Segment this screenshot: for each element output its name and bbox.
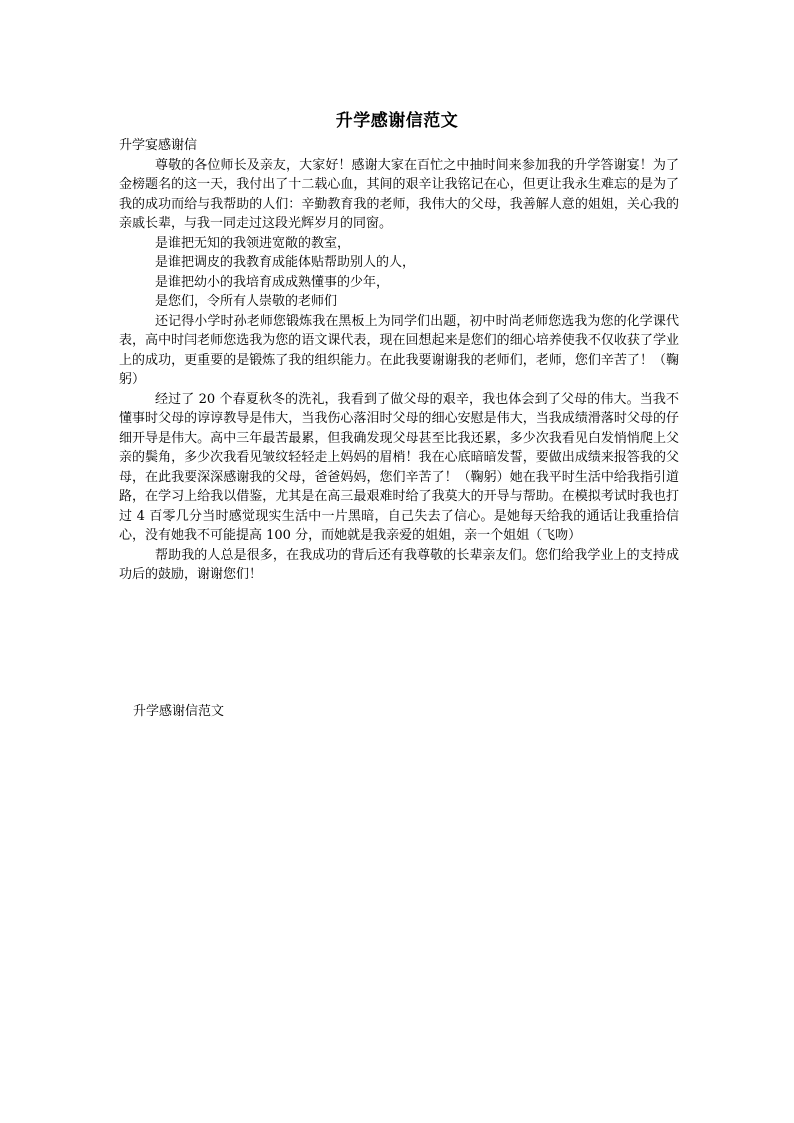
document-title: 升学感谢信范文 [335,111,459,131]
document-body [119,136,679,585]
paragraph-verse-2: 是谁把调皮的我教育成能体贴帮助别人的人， [155,255,416,270]
paragraph-verse-3: 是谁把幼小的我培育成成熟懂事的少年， [155,274,390,290]
footer-title: 升学感谢信范文 [133,704,225,719]
paragraph-teachers: 还记得小学时孙老师您锻炼我在黑板上为同学们出题，初中时尚老师您选我为您的化学课代表，高中时闫老师您选我为您的语文课代表，现在回想起来是您们的细心培养使我不仅收获了学业上的成功，更重要的是锻炼了我的组织能力。在此我要谢谢我的老师们，老师，您们辛苦了！（鞠躬） [119,313,679,387]
paragraph-parents-sister: 经过了 20 个春夏秋冬的洗礼，我看到了做父母的艰辛，我也体会到了父母的伟大。当我不懂事时父母的谆谆教导是伟大，当我伤心落泪时父母的细心安慰是伟大，当我成绩滑落时父母的仔细开导是伟大。高中三年最苦最累，但我确发现父母甚至比我还累，多少次我看见白发悄悄爬上父亲的鬓角，多少次我看见皱纹轻轻走上妈妈的眉梢！我在心底暗暗发誓，要做出成绩来报答我的父母，在此我要深深感谢我的父母，爸爸妈妈，您们辛苦了！（鞠躬）她在我平时生活中给我指引道路，在学习上给我以借鉴，尤其是在高三最艰难时给了我莫大的开导与帮助。在模拟考试时我也打过 4 百零几分当时感觉现实生活中一片黑暗，自己失去了信心。是她每天给我的通话让我重拾信心，没有她我不可能提高 100 分，而她就是我亲爱的姐姐，亲一个姐姐（飞吻） [119,391,679,543]
document-subheading: 升学宴感谢信 [119,138,198,153]
paragraph-greeting: 尊敬的各位师长及亲友，大家好！感谢大家在百忙之中抽时间来参加我的升学答谢宴！为了金榜题名的这一天，我付出了十二载心血，其间的艰辛让我铭记在心，但更让我永生难忘的是为了我的成功而给与我帮助的人们：辛勤教育我的老师，我伟大的父母，我善解人意的姐姐，关心我的亲戚长辈，与我一同走过这段光辉岁月的同窗。 [119,157,679,231]
paragraph-verse-1: 是谁把无知的我领进宽敞的教室， [155,235,351,251]
paragraph-closing: 帮助我的人总是很多，在我成功的背后还有我尊敬的长辈亲友们。您们给我学业上的支持成功后的鼓励，谢谢您们！ [119,547,679,582]
paragraph-verse-4: 是您们，令所有人崇敬的老师们 [155,294,338,309]
